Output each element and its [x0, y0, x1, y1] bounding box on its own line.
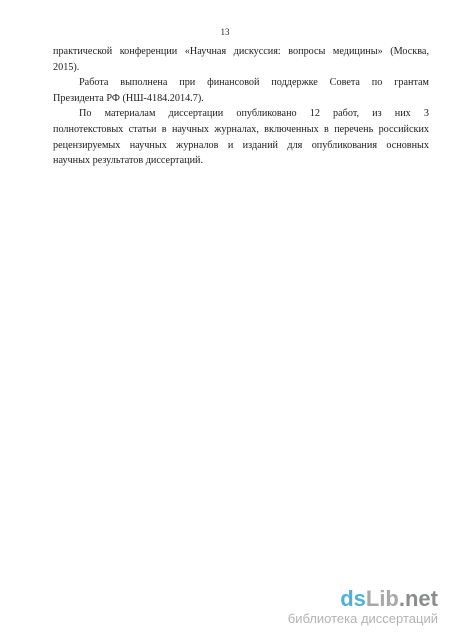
document-body [53, 44, 429, 169]
dslib-logo [288, 587, 438, 611]
watermark-subtitle: библиотека диссертаций [287, 611, 438, 626]
text-line: Работа выполнена при финансовой поддержке Совета по грантам [79, 77, 429, 89]
logo-net: .net [398, 586, 438, 611]
text-line: Президента РФ (НШ-4184.2014.7). [53, 92, 204, 104]
paragraph-conference [53, 44, 429, 75]
paragraph-publications [53, 106, 429, 168]
text-line: практической конференции «Научная дискуссия: вопросы медицины» (Москва, [53, 46, 429, 57]
dslib-watermark [288, 587, 438, 626]
text-line: 2015). [53, 61, 80, 73]
page-number: 13 [220, 27, 230, 37]
text-line: полнотекстовых статьи в научных журналах, включенных в перечень российских [53, 123, 429, 135]
logo-lib: Lib [365, 586, 399, 611]
text-line: научных результатов диссертаций. [53, 155, 204, 167]
text-line: По материалам диссертации опубликовано 12 работ, из них 3 [79, 108, 429, 120]
paragraph-grant [53, 75, 429, 106]
logo-ds: ds [340, 586, 366, 611]
text-line: рецензируемых научных журналов и изданий для опубликования основных [53, 139, 429, 151]
